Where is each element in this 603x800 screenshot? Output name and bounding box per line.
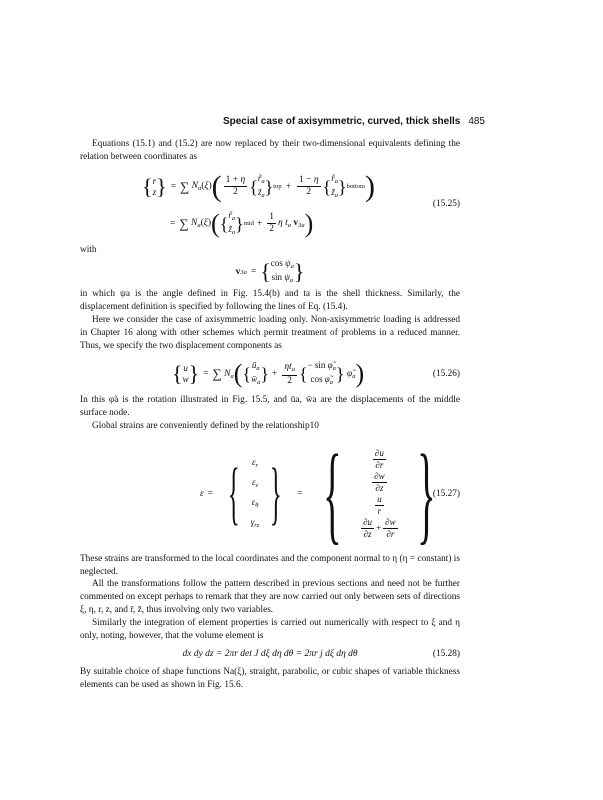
paragraph-global-strains: Global strains are conveniently defined by the relationship10 bbox=[92, 420, 319, 431]
paragraph-axisymmetric: Here we consider the case of axisymmetric loading only. Non-axisymmetric loading is addressed in Chapter 16 along with other schemes which permit treatment of problems in a reduced manner. Thus, we specify the two displacement components as bbox=[80, 314, 460, 351]
equation-number-15-25: (15.25) bbox=[432, 198, 460, 209]
paragraph-transformations: All the transformations follow the pattern described in previous sections and need not be further commented on except perhaps to remark that they are now carried out only between sets of directions ξ, η, r, z, and r̄, z̄, thus involving only two variables. bbox=[80, 579, 460, 615]
page-body bbox=[80, 138, 460, 692]
equation-15-25-line1: { r z } = ∑ $N_a(\xi)$ ( $\frac{1 + \eta}{2}$ { $r̃_a$ $z̃_a$ } top + $\frac{1 - \eta}{2}$ { $r̃_a$ $z̃_a$ } bottom ) bbox=[142, 169, 376, 203]
paragraph-strain-transform: These strains are transformed to the local coordinates and the component normal to η (η = constant) is neglected. bbox=[80, 553, 460, 577]
page-number: 485 bbox=[468, 116, 485, 127]
paragraph-with: with bbox=[80, 244, 97, 255]
paragraph-psi-definition: in which ψa is the angle defined in Fig. 15.4(b) and ta is the shell thickness. Similarly, the displacement definition is specified by following the lines of Eq. (15.4). bbox=[80, 289, 460, 313]
running-title: Special case of axisymmetric, curved, thick shells bbox=[222, 116, 461, 127]
paragraph-rotation: In this φ̃a is the rotation illustrated in Fig. 15.5, and ūa, w̄a are the displacements of the middle surface node. bbox=[80, 395, 460, 419]
equation-v3a: v 3a = { $\cos \psi_a$ $\sin \psi_a$ } bbox=[235, 258, 305, 285]
paragraph-intro: Equations (15.1) and (15.2) are now replaced by their two-dimensional equivalents defining the relation between coordinates as bbox=[80, 139, 460, 162]
equation-15-25 bbox=[80, 166, 460, 242]
equation-number-15-27: (15.27) bbox=[432, 488, 460, 499]
running-head bbox=[223, 116, 485, 127]
paragraph-integration: Similarly the integration of element properties is carried out numerically with respect to ξ and η only, noting, however, that the volume element is bbox=[80, 617, 460, 641]
paragraph-shape-functions: By suitable choice of shape functions Na(ξ), straight, parabolic, or cubic shapes of variable thickness elements can be used as shown in Fig. 15.6. bbox=[80, 667, 460, 691]
equation-15-28 bbox=[80, 642, 460, 666]
equation-number-15-28: (15.28) bbox=[432, 649, 460, 660]
equation-15-25-line2: = ∑ $N_a(\xi)$ ( { $r̃_a$ $z̃_a$ } mid + $\frac{1}{2}$ η $t_a$ $v_{3a}$ ) bbox=[170, 208, 314, 238]
equation-number-15-26: (15.26) bbox=[432, 369, 460, 380]
equation-15-28-text: dx dy dz = 2πr det J dξ dη dθ = 2πr j dξ dη dθ bbox=[182, 649, 358, 660]
equation-15-27: ε = { $\varepsilon_r$ $\varepsilon_z$ $\varepsilon_\theta$ $\gamma_{rz}$ } = { $\frac{\partial u}{\partial r}$ $\frac{\partial w}{\partial z}$ $\frac{u}{r}$ $\frac{\partial u}{\partial z}$ + $\frac{\partial w}{\partial r}$ } (15.27) bbox=[200, 432, 460, 555]
equation-15-26: { u w } = ∑ $N_a$ ( { $ū_a$ $w̄_a$ } + $\frac{\eta t_a}{2}$ { − $\sin \varphĩ_a$ $\cos \varphĩ_a$ } $\varphĩ_a$ ) (15.26) bbox=[172, 359, 460, 389]
